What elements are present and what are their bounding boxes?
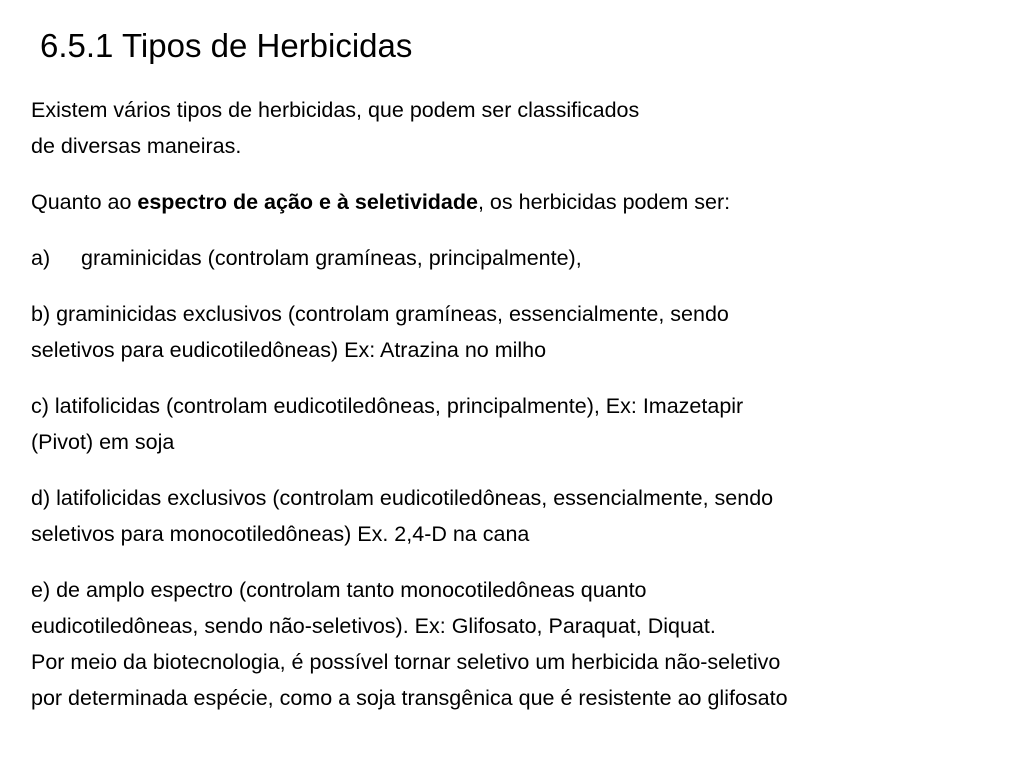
list-item-d [31, 480, 1001, 552]
spectrum-text-after: , os herbicidas podem ser: [477, 190, 731, 214]
item-c-line-1: c) latifolicidas (controlam eudicotiledôneas, principalmente), Ex: Imazetapir [31, 394, 744, 418]
list-item-c [31, 388, 1001, 460]
item-c-line-2: (Pivot) em soja [31, 430, 175, 454]
list-item-e [31, 572, 1001, 716]
intro-line-1: Existem vários tipos de herbicidas, que podem ser classificados [31, 98, 640, 122]
item-e-line-4: por determinada espécie, como a soja transgênica que é resistente ao glifosato [31, 686, 788, 710]
spectrum-line [31, 184, 1001, 220]
list-item-a [31, 240, 1001, 276]
spectrum-text-before: Quanto ao [31, 190, 138, 214]
slide-body [31, 92, 1001, 716]
item-d-line-2: seletivos para monocotiledôneas) Ex. 2,4-D na cana [31, 522, 530, 546]
item-a-text: graminicidas (controlam gramíneas, principalmente), [81, 246, 582, 270]
item-e-line-1: e) de amplo espectro (controlam tanto monocotiledôneas quanto [31, 578, 647, 602]
item-d-line-1: d) latifolicidas exclusivos (controlam eudicotiledôneas, essencialmente, sendo [31, 486, 774, 510]
slide-title: 6.5.1 Tipos de Herbicidas [40, 27, 413, 64]
item-e-line-3: Por meio da biotecnologia, é possível tornar seletivo um herbicida não-seletivo [31, 650, 781, 674]
item-e-line-2: eudicotiledôneas, sendo não-seletivos). Ex: Glifosato, Paraquat, Diquat. [31, 614, 716, 638]
item-a-line [31, 240, 1001, 276]
item-a-marker: a) [31, 246, 51, 270]
spectrum-paragraph [31, 184, 1001, 220]
item-b-line-1: b) graminicidas exclusivos (controlam gramíneas, essencialmente, sendo [31, 302, 729, 326]
item-b-line-2: seletivos para eudicotiledôneas) Ex: Atrazina no milho [31, 338, 547, 362]
list-item-b [31, 296, 1001, 368]
spectrum-bold-text: espectro de ação e à seletividade [137, 190, 478, 214]
intro-paragraph [31, 92, 1001, 164]
intro-line-2: de diversas maneiras. [31, 134, 242, 158]
